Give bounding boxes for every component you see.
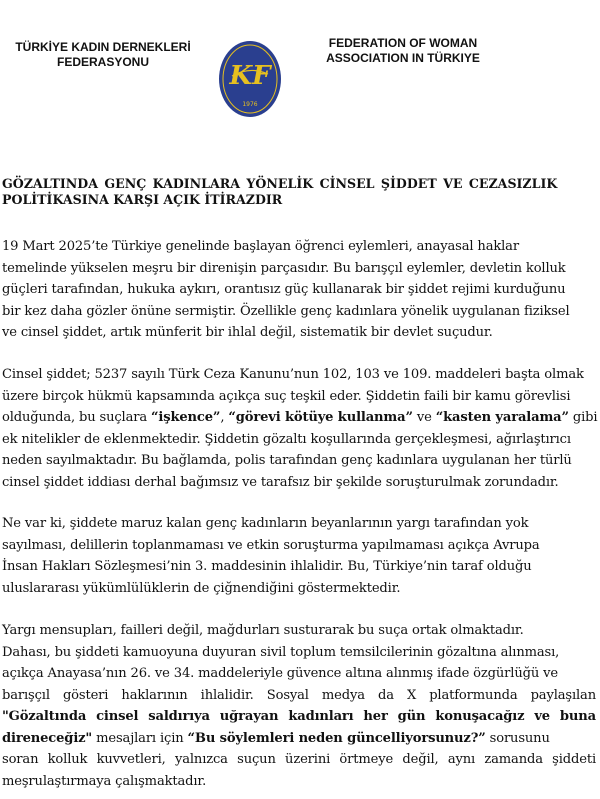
paragraph-3 <box>2 513 596 599</box>
paragraph-line: meşrulaştırmaya çalışmaktadır. <box>2 773 207 789</box>
paragraph-line-bold-quote: "Gözaltında cinsel saldırıya uğrayan kadınları her gün konuşacağız ve buna <box>2 709 596 724</box>
bold-quote-end: direneceğiz" <box>2 730 93 746</box>
document-title-line2: POLİTİKASINA KARŞI AÇIK İTİRAZDIR <box>2 191 283 207</box>
paragraph-line: neden sayılmaktadır. Bu bağlamda, polis tarafından genç kadınlara uygulanan her türlü <box>2 453 572 468</box>
paragraph-line: ek nitelikler de eklenmektedir. Şiddetin gözaltı koşullarında gerçekleşmesi, ağırlaştırıcı <box>2 431 571 447</box>
paragraph-4 <box>2 620 596 792</box>
paragraph-line: bir kez daha gözler önüne sermiştir. Özellikle genç kadınlara yönelik uygulanan fiziksel <box>2 303 570 319</box>
federation-name-tr <box>8 40 198 70</box>
paragraph-line: direneceğiz" mesajları için “Bu söylemleri neden güncelliyorsunuz?” sorusunu <box>2 730 550 746</box>
paragraph-line: 19 Mart 2025’te Türkiye genelinde başlayan öğrenci eylemleri, anayasal haklar <box>2 239 519 254</box>
paragraph-line: ve cinsel şiddet, artık münferit bir ihlal değil, sistematik bir devlet suçudur. <box>2 325 493 340</box>
logo-year: 1976 <box>242 101 258 108</box>
paragraph-line: barışçıl gösteri haklarının ihlalidir. Sosyal medya da X platformunda paylaşılan <box>2 687 596 703</box>
bold-question: “Bu söylemleri neden güncelliyorsunuz?” <box>187 730 486 746</box>
document-title <box>2 176 595 207</box>
federation-logo <box>218 40 282 118</box>
federation-name-tr-line2: FEDERASYONU <box>56 55 149 69</box>
paragraph-line: Cinsel şiddet; 5237 sayılı Türk Ceza Kanunu’nun 102, 103 ve 109. maddeleri başta olmak <box>2 367 584 382</box>
paragraph-2 <box>2 364 596 493</box>
paragraph-line: güçleri tarafından, hukuka aykırı, orantısız güç kullanarak bir şiddet rejimi kurduğunu <box>2 282 566 297</box>
paragraph-1 <box>2 236 596 344</box>
federation-name-en-line2: ASSOCIATION IN TÜRKIYE <box>326 51 480 65</box>
paragraph-line: soran kolluk kuvvetleri, yalnızca suçun üzerini örtmeye değil, aynı zamanda şiddeti <box>2 752 596 767</box>
paragraph-line: açıkça Anayasa’nın 26. ve 34. maddeleriyle güvence altına alınmış ifade özgürlüğü ve <box>2 666 558 681</box>
federation-name-en-line1: FEDERATION OF WOMAN <box>328 36 478 50</box>
bold-term-torture: “işkence” <box>151 410 221 425</box>
paragraph-line: üzere birçok hükmü kapsamında açıkça suç teşkil eder. Şiddetin faili bir kamu görevlisi <box>2 388 571 404</box>
svg-text:KF: KF <box>229 61 271 91</box>
paragraph-line: olduğunda, bu suçlara “işkence”, “görevi kötüye kullanma” ve “kasten yaralama” gibi <box>2 410 598 425</box>
paragraph-line: cinsel şiddet iddiası derhal bağımsız ve tarafsız bir şekilde soruşturulmak zorundadır. <box>2 474 559 490</box>
paragraph-line: uluslararası yükümlülüklerin de çiğnendiğini göstermektedir. <box>2 580 401 596</box>
bold-term-misconduct: “görevi kötüye kullanma” <box>228 410 413 425</box>
paragraph-line: Dahası, bu şiddeti kamuoyuna duyuran sivil toplum temsilcilerinin gözaltına alınması, <box>2 644 560 660</box>
paragraph-line: sayılması, delillerin toplanmaması ve etkin soruşturma yapılmaması açıkça Avrupa <box>2 537 540 553</box>
paragraph-line: İnsan Hakları Sözleşmesi’nin 3. maddesinin ihlalidir. Bu, Türkiye’nin taraf olduğu <box>2 559 532 574</box>
paragraph-line: Ne var ki, şiddete maruz kalan genç kadınların beyanlarının yargı tarafından yok <box>2 516 529 531</box>
bold-term-injury: “kasten yaralama” <box>435 410 569 425</box>
paragraph-line: temelinde yükselen meşru bir direnişin parçasıdır. Bu barışçıl eylemler, devletin kolluk <box>2 260 566 276</box>
paragraph-line: Yargı mensupları, failleri değil, mağdurları susturarak bu suça ortak olmaktadır. <box>2 623 524 638</box>
document-title-line1: GÖZALTINDA GENÇ KADINLARA YÖNELİK CİNSEL ŞİDDET VE CEZASIZLIK <box>2 176 558 191</box>
federation-name-tr-line1: TÜRKİYE KADIN DERNEKLERİ <box>15 40 191 54</box>
federation-name-en <box>308 36 498 66</box>
